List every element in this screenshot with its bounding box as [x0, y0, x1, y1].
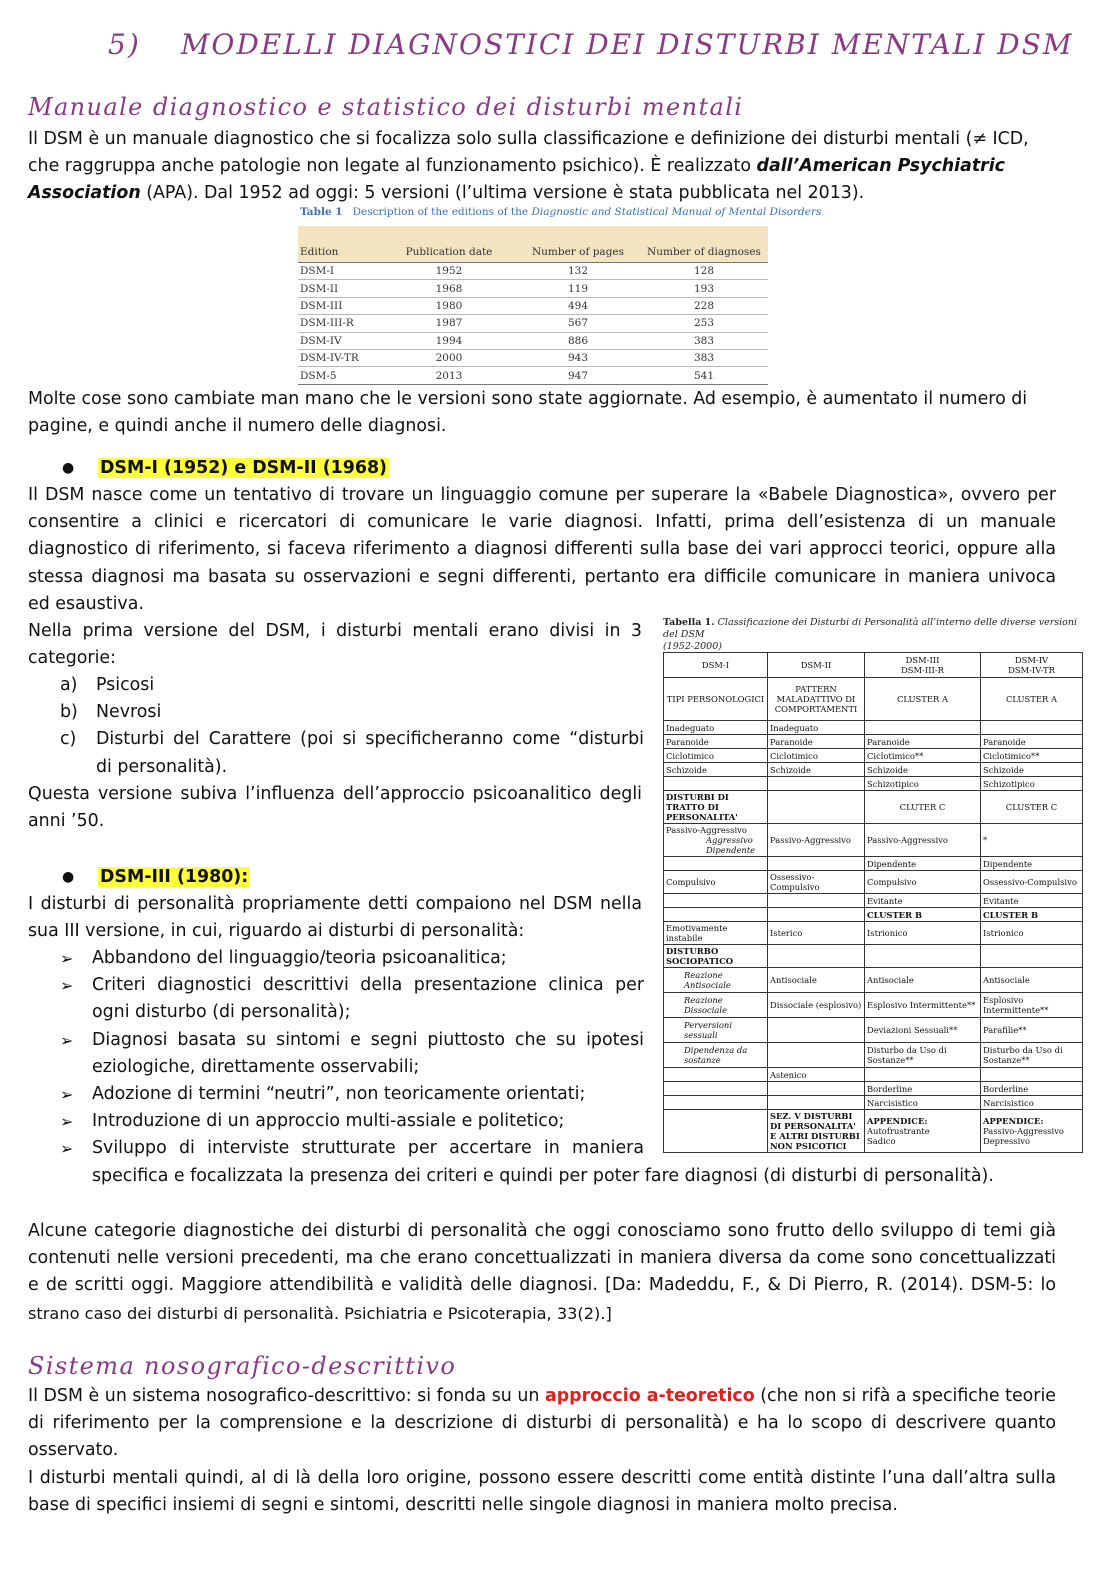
table-cell: DISTURBO SOCIOPATICO	[664, 945, 768, 968]
changes-line-2: pagine, e quindi anche il numero delle diagnosi.	[28, 416, 447, 437]
categories-evolution-paragraph	[28, 1218, 1056, 1327]
table-cell: DSM-I	[298, 263, 382, 280]
arrow-bullet-icon: ➢	[60, 976, 74, 996]
dsm-iii-paragraph	[28, 891, 642, 945]
dsm-i-line: consentire a clinici e ricercatori di comunicare le varie diagnosi. Infatti, prima dell’esistenza di un manuale	[28, 512, 1056, 533]
evolution-line: e de scritti oggi. Maggiore attendibilità e validità delle diagnosi. [Da: Madeddu, F., & Di Pierro, R. (2014). DSM-5: lo	[28, 1275, 1056, 1296]
table-cell: Perversioni sessuali	[664, 1018, 768, 1043]
nosographic-line-1: Il DSM è un sistema nosografico-descrittivo: si fonda su un approccio a-teoretico (che non si rifà a specifiche teorie	[28, 1386, 1056, 1406]
table-cell: 567	[516, 315, 640, 332]
table-cell: Antisociale	[981, 968, 1083, 993]
table-cell: Paranoide	[664, 735, 768, 749]
table-row	[664, 791, 1083, 824]
changes-paragraph	[28, 386, 1058, 440]
table-row	[664, 735, 1083, 749]
dsm-i-line: diagnostico di riferimento, si faceva riferimento a diagnosi differenti sulla base dei vari approcci teorici, oppure alla	[28, 539, 1056, 560]
arrow-bullet-icon: ➢	[60, 1085, 74, 1105]
table-cell: Schizotipico	[865, 777, 981, 791]
intro-line-1: Il DSM è un manuale diagnostico che si focalizza solo sulla classificazione e definizione dei disturbi mentali (≠ ICD,	[28, 129, 1029, 149]
changes-line-1: Molte cose sono cambiate man mano che le versioni sono state aggiornate. Ad esempio, è aumentato il numero di	[28, 389, 1028, 409]
list-item: ➢ Introduzione di un approccio multi-assiale e politetico;	[60, 1108, 644, 1135]
table2-caption: Tabella 1. Classificazione dei Disturbi di Personalità all’interno delle diverse versioni del DSM (1952-2000)	[663, 617, 1078, 652]
chapter-title	[108, 28, 1074, 61]
table-row	[664, 1068, 1083, 1082]
table-cell: *	[981, 824, 1083, 857]
dsm-iii-label: DSM-III (1980):	[100, 867, 249, 887]
table-cell: CLUSTER A	[865, 678, 981, 721]
table-cell: Borderline	[865, 1082, 981, 1096]
categories-list	[60, 672, 644, 781]
dsm-i-categories-paragraph	[28, 618, 642, 672]
table-cell: Schizoide	[768, 763, 865, 777]
table-cell: APPENDICE: Autofrustrante Sadico	[865, 1110, 981, 1153]
table-cell: CLUSTER A	[981, 678, 1083, 721]
table-cell: DSM-IV	[298, 332, 382, 349]
arrow-bullet-icon: ➢	[60, 1139, 74, 1159]
table-cell: 1987	[382, 315, 516, 332]
table-cell: Esplosivo Intermittente**	[865, 993, 981, 1018]
intro-paragraph	[28, 126, 1058, 208]
dsm-i-line: stessa diagnosi ma basata su osservazioni e segni differenti, pertanto era difficile comunicare in maniera univoca	[28, 566, 1056, 587]
table-cell: Reazione Antisociale	[664, 968, 768, 993]
chapter-title-text: MODELLI DIAGNOSTICI DEI DISTURBI MENTALI DSM	[180, 28, 1074, 61]
table-cell: Ciclotimico	[664, 749, 768, 763]
table-cell: Disturbo da Uso di Sostanze**	[981, 1043, 1083, 1068]
table-row	[298, 263, 768, 280]
table-row	[664, 653, 1083, 678]
table-cell	[664, 777, 768, 791]
evolution-line: contenuti nelle versioni precedenti, ma che erano concettualizzati in maniera diversa da come sono concettualizzati	[28, 1248, 1056, 1269]
table-cell: Antisociale	[768, 968, 865, 993]
dsm-i-line: ed esaustiva.	[28, 593, 144, 614]
table-cell: Astenico	[768, 1068, 865, 1082]
chapter-number: 5)	[108, 28, 141, 61]
table-row	[664, 871, 1083, 894]
dsm-i-line: Il DSM nasce come un tentativo di trovare un linguaggio comune per superare la «Babele Diagnostica», ovvero per	[28, 485, 1056, 505]
table-cell: TIPI PERSONOLOGICI	[664, 678, 768, 721]
table-cell	[664, 1082, 768, 1096]
table-cell: Parafilie**	[981, 1018, 1083, 1043]
table-row	[664, 857, 1083, 871]
table-cell: 541	[640, 367, 768, 384]
table1-header: Edition	[298, 226, 382, 263]
categories-line-1: Nella prima versione del DSM, i disturbi mentali erano divisi in 3	[28, 621, 642, 641]
table-row	[664, 721, 1083, 735]
table-cell	[664, 894, 768, 908]
table-cell: CLUTER C	[865, 791, 981, 824]
table-cell: DSM-III DSM-III-R	[865, 653, 981, 678]
dsm-iii-line-2: sua III versione, in cui, riguardo ai disturbi di personalità:	[28, 921, 525, 942]
table-row	[664, 1110, 1083, 1153]
table-cell: Emotivamente instabile	[664, 922, 768, 945]
table-cell: Ossessivo-Compulsivo	[768, 871, 865, 894]
table-cell	[865, 945, 981, 968]
table-cell: APPENDICE: Passivo-Aggressivo Depressivo	[981, 1110, 1083, 1153]
table1-header-row	[298, 226, 768, 263]
table-cell: Passivo-Aggressivo	[768, 824, 865, 857]
table-cell	[768, 777, 865, 791]
table-cell: SEZ. V DISTURBI DI PERSONALITA' E ALTRI DISTURBI NON PSICOTICI	[768, 1110, 865, 1153]
table-row	[664, 749, 1083, 763]
table-cell	[664, 1068, 768, 1082]
table-cell: Schizotipico	[981, 777, 1083, 791]
table-row	[298, 297, 768, 314]
nosographic-line-4: I disturbi mentali quindi, al di là della loro origine, possono essere descritti come entità distinte l’una dall’altra sulla	[28, 1467, 1056, 1488]
table-row	[664, 945, 1083, 968]
table-cell: PATTERN MALADATTIVO DI COMPORTAMENTI	[768, 678, 865, 721]
table-cell: 1968	[382, 280, 516, 297]
evolution-line: strano caso dei disturbi di personalità. Psichiatria e Psicoterapia, 33(2).]	[28, 1303, 612, 1323]
table-row	[664, 824, 1083, 857]
table-cell: Narcisistico	[981, 1096, 1083, 1110]
dsm-i-label: DSM-I (1952) e DSM-II (1968)	[100, 458, 387, 478]
section-heading-manuale: Manuale diagnostico e statistico dei disturbi mentali	[28, 93, 744, 121]
table-cell: CLUSTER C	[981, 791, 1083, 824]
table-cell: DSM-IV-TR	[298, 349, 382, 366]
table-cell: 132	[516, 263, 640, 280]
dsm-editions-table	[298, 226, 768, 385]
table-cell: Dipendente	[981, 857, 1083, 871]
table-cell: DSM-I	[664, 653, 768, 678]
table-cell: 253	[640, 315, 768, 332]
dsm-iii-line-1: I disturbi di personalità propriamente detti compaiono nel DSM nella	[28, 894, 642, 914]
table-cell: DSM-III	[298, 297, 382, 314]
table-cell: Compulsivo	[664, 871, 768, 894]
table-cell: CLUSTER B	[981, 908, 1083, 922]
intro-line-2: che raggruppa anche patologie non legate al funzionamento psichico). È realizzato dall’American Psychiatric	[28, 156, 1005, 177]
table1-header: Publication date	[382, 226, 516, 263]
table-cell	[981, 1068, 1083, 1082]
table-row	[664, 1096, 1083, 1110]
table-cell	[768, 1043, 865, 1068]
table-row	[664, 968, 1083, 993]
arrow-bullet-icon: ➢	[60, 1030, 74, 1050]
table-cell: Dipendenza da sostanze	[664, 1043, 768, 1068]
table-cell: Compulsivo	[865, 871, 981, 894]
personality-disorders-table	[663, 652, 1083, 1153]
bullet-dot-icon: ●	[62, 869, 75, 885]
table-cell: Paranoide	[981, 735, 1083, 749]
nosographic-paragraph	[28, 1383, 1056, 1519]
table-row	[664, 763, 1083, 777]
list-item: ➢ Criteri diagnostici descrittivi della presentazione clinica per ogni disturbo (di personalità);	[60, 972, 644, 1026]
nosographic-line-3: osservato.	[28, 1440, 119, 1461]
table-cell: Inadeguato	[768, 721, 865, 735]
table-row	[298, 332, 768, 349]
arrow-bullet-icon: ➢	[60, 949, 74, 968]
table-row	[664, 1018, 1083, 1043]
table-row	[664, 1082, 1083, 1096]
table-cell	[981, 945, 1083, 968]
table-cell: Schizoide	[664, 763, 768, 777]
table-cell	[664, 908, 768, 922]
table1-body	[298, 263, 768, 385]
table1-header: Number of diagnoses	[640, 226, 768, 263]
table-cell: 383	[640, 349, 768, 366]
table1-caption: Table 1 Description of the editions of the Diagnostic and Statistical Manual of Mental Disorders	[300, 206, 822, 218]
list-item: a) Psicosi	[60, 675, 155, 695]
dsm-i-influence-paragraph	[28, 781, 642, 835]
table-cell: 1980	[382, 297, 516, 314]
table-row	[298, 367, 768, 384]
table-cell: Narcisistico	[865, 1096, 981, 1110]
bullet-dot-icon: ●	[62, 460, 75, 476]
table-cell: 1994	[382, 332, 516, 349]
table-cell	[768, 791, 865, 824]
table-cell: Paranoide	[865, 735, 981, 749]
table-cell: Esplosivo Intermittente**	[981, 993, 1083, 1018]
table-cell: 128	[640, 263, 768, 280]
influence-line-1: Questa versione subiva l’influenza dell’approccio psicoanalitico degli	[28, 784, 642, 804]
table-cell: DSM-IV DSM-IV-TR	[981, 653, 1083, 678]
intro-line-3: Association (APA). Dal 1952 ad oggi: 5 versioni (l’ultima versione è stata pubblicata nel 2013).	[28, 183, 865, 204]
table-cell: 494	[516, 297, 640, 314]
nosographic-line-5: base di specifici insiemi di segni e sintomi, descritti nelle singole diagnosi in maniera molto precisa.	[28, 1494, 898, 1515]
table-cell: CLUSTER B	[865, 908, 981, 922]
table-row	[664, 993, 1083, 1018]
dsm-i-paragraph	[28, 482, 1056, 618]
table-cell	[768, 945, 865, 968]
table-cell: 1952	[382, 263, 516, 280]
table-cell: Ossessivo-Compulsivo	[981, 871, 1083, 894]
table-cell: Schizoide	[981, 763, 1083, 777]
table-row	[664, 894, 1083, 908]
table-cell	[664, 1096, 768, 1110]
table-cell	[664, 857, 768, 871]
table-cell: Ciclotimico**	[981, 749, 1083, 763]
table-cell	[768, 908, 865, 922]
table-cell: Antisociale	[865, 968, 981, 993]
table-cell: Borderline	[981, 1082, 1083, 1096]
table-cell: 119	[516, 280, 640, 297]
table-cell: 383	[640, 332, 768, 349]
table-cell: Disturbo da Uso di Sostanze**	[865, 1043, 981, 1068]
table-cell	[768, 894, 865, 908]
table1-header: Number of pages	[516, 226, 640, 263]
nosographic-line-2: di riferimento per la comprensione e la descrizione di disturbi di personalità) e ha lo scopo di descrivere quanto	[28, 1413, 1056, 1434]
list-item: c) Disturbi del Carattere (poi si specificheranno come “disturbi di personalità).	[60, 729, 644, 777]
table-row	[664, 678, 1083, 721]
table-cell: 228	[640, 297, 768, 314]
table-row	[664, 1043, 1083, 1068]
table-cell: Ciclotimico**	[865, 749, 981, 763]
list-item: ➢ Adozione di termini “neutri”, non teoricamente orientati;	[60, 1081, 644, 1108]
table-cell: Deviazioni Sessuali**	[865, 1018, 981, 1043]
table-row	[298, 315, 768, 332]
table-cell	[768, 1082, 865, 1096]
table-cell: 2000	[382, 349, 516, 366]
categories-line-2: categorie:	[28, 648, 116, 669]
table-cell: 2013	[382, 367, 516, 384]
table-cell: DSM-II	[298, 280, 382, 297]
table-cell: Istrionico	[865, 922, 981, 945]
list-item: ➢ Abbandono del linguaggio/teoria psicoanalitica;	[60, 945, 644, 972]
table-row	[664, 922, 1083, 945]
table-cell: Evitante	[865, 894, 981, 908]
table-cell	[768, 857, 865, 871]
list-item: ➢ Sviluppo di interviste strutturate per accertare in maniera specifica e focalizzata la presenza dei criteri e quindi per poter fare diagnosi (di disturbi di personalità).	[60, 1135, 644, 1189]
influence-line-2: anni ’50.	[28, 811, 105, 832]
table-cell: Passivo-Aggressivo	[865, 824, 981, 857]
table-cell: DSM-5	[298, 367, 382, 384]
table-cell: Inadeguato	[664, 721, 768, 735]
table-cell	[865, 1068, 981, 1082]
table-cell: DISTURBI DI TRATTO DI PERSONALITA'	[664, 791, 768, 824]
table-cell	[768, 1096, 865, 1110]
table-cell: Ciclotimico	[768, 749, 865, 763]
table-cell: Schizoide	[865, 763, 981, 777]
table-cell: Isterico	[768, 922, 865, 945]
table-cell	[981, 721, 1083, 735]
table-cell	[664, 1110, 768, 1153]
table-cell: Passivo-Aggressivo Aggressivo Dipendente	[664, 824, 768, 857]
table-cell: 943	[516, 349, 640, 366]
list-item: ➢ Diagnosi basata su sintomi e segni piuttosto che su ipotesi eziologiche, direttamente osservabili;	[60, 1027, 644, 1081]
table-cell: 193	[640, 280, 768, 297]
table-cell: DSM-III-R	[298, 315, 382, 332]
list-item: b) Nevrosi	[60, 702, 162, 723]
table-cell: DSM-II	[768, 653, 865, 678]
table-row	[298, 280, 768, 297]
arrow-bullet-icon: ➢	[60, 1112, 74, 1132]
table-cell: Reazione Dissociale	[664, 993, 768, 1018]
table-cell: Dipendente	[865, 857, 981, 871]
table-cell	[768, 1018, 865, 1043]
evolution-line: Alcune categorie diagnostiche dei disturbi di personalità che oggi conosciamo sono frutto dello sviluppo di temi già	[28, 1221, 1056, 1241]
table-cell: Paranoide	[768, 735, 865, 749]
table-cell: Evitante	[981, 894, 1083, 908]
table2-body	[664, 653, 1083, 1153]
section-heading-sistema: Sistema nosografico-descrittivo	[28, 1352, 457, 1380]
table-cell: 886	[516, 332, 640, 349]
table-row	[664, 777, 1083, 791]
table-cell	[865, 721, 981, 735]
table-cell: Dissociale (esplosivo)	[768, 993, 865, 1018]
table-cell: Istrionico	[981, 922, 1083, 945]
table-row	[298, 349, 768, 366]
table-cell: 947	[516, 367, 640, 384]
table-row	[664, 908, 1083, 922]
